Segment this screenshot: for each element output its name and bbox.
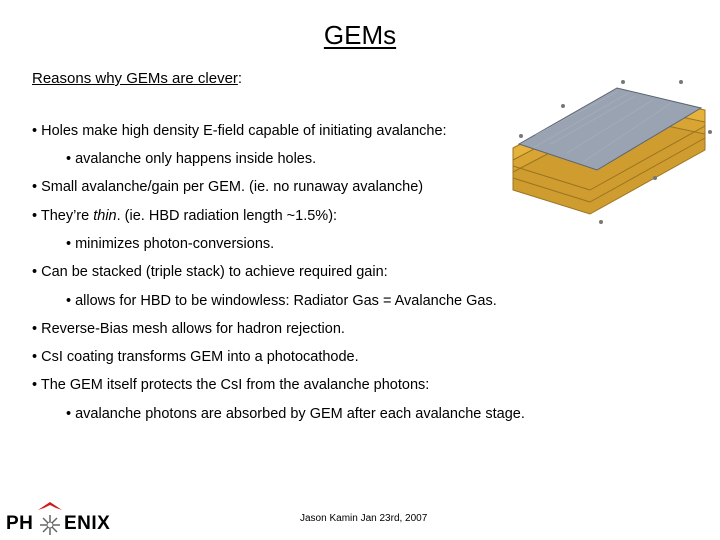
- slide-subtitle: [32, 70, 242, 87]
- phoenix-bird-icon: [36, 500, 64, 536]
- bullet-holes-efield: • Holes make high density E-field capable of initiating avalanche:: [32, 123, 447, 139]
- bullet-small-gain: • Small avalanche/gain per GEM. (ie. no runaway avalanche): [32, 179, 424, 195]
- bullet-avalanche-inside-holes: • avalanche only happens inside holes.: [66, 151, 317, 167]
- logo-text-right: ENIX: [64, 513, 111, 534]
- phenix-logo: [6, 496, 126, 536]
- bullet-thin-prefix: • They’re: [32, 208, 94, 224]
- bullet-windowless: • allows for HBD to be windowless: Radiator Gas = Avalanche Gas.: [66, 293, 497, 309]
- logo-text-left: PH: [6, 513, 34, 534]
- subtitle-text: Reasons why GEMs are clever: [32, 70, 238, 87]
- bullet-stacked: • Can be stacked (triple stack) to achieve required gain:: [32, 264, 388, 280]
- slide-title: GEMs: [323, 20, 397, 50]
- subtitle-colon: :: [237, 70, 243, 87]
- footer-author-date: Jason Kamin Jan 23rd, 2007: [300, 513, 428, 524]
- bullet-reverse-bias: • Reverse-Bias mesh allows for hadron rejection.: [32, 321, 345, 337]
- bullet-thin-suffix: . (ie. HBD radiation length ~1.5%):: [116, 208, 338, 224]
- bullet-gem-protects: • The GEM itself protects the CsI from the avalanche photons:: [32, 377, 430, 393]
- bullet-csi-coating: • CsI coating transforms GEM into a photocathode.: [32, 349, 359, 365]
- bullet-photon-conversions: • minimizes photon-conversions.: [66, 236, 275, 252]
- bullet-thin-italic: thin: [93, 208, 117, 224]
- bullet-thin: [32, 208, 337, 224]
- gem-triple-stack-icon: [505, 70, 715, 235]
- bullet-photons-absorbed: • avalanche photons are absorbed by GEM after each avalanche stage.: [66, 406, 525, 422]
